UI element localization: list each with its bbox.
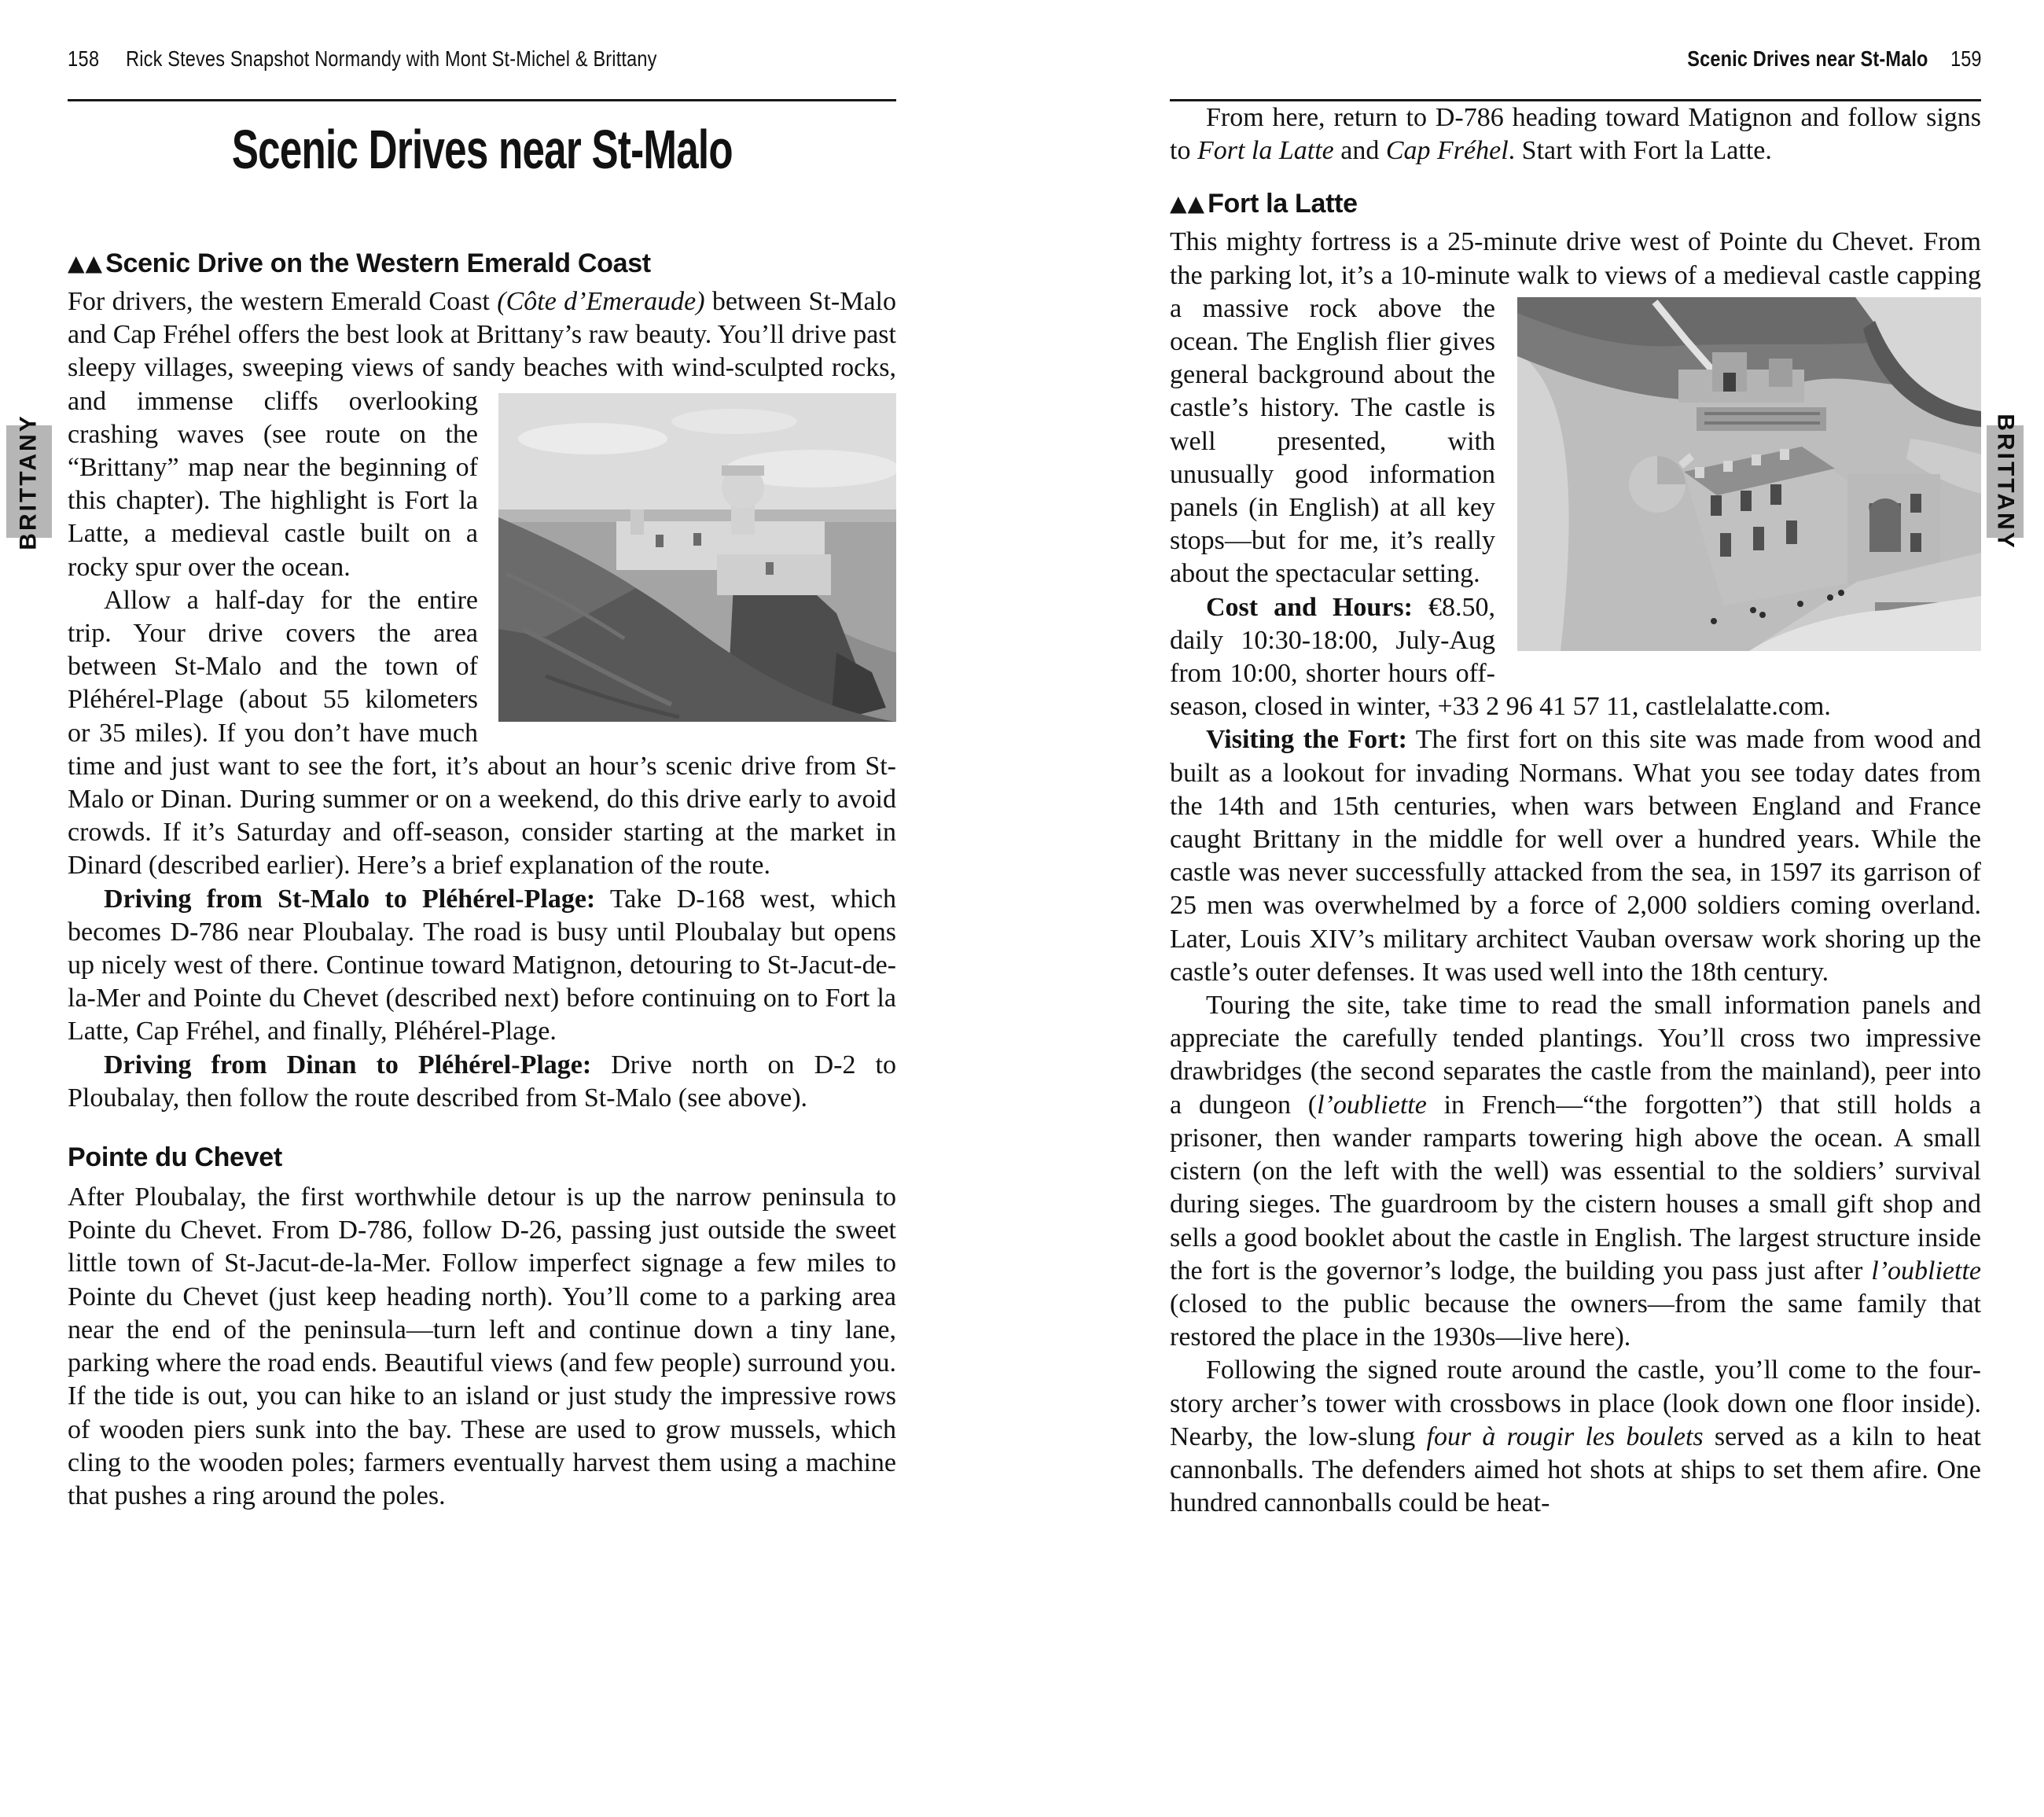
paragraph-bold-lead: Cost and Hours:	[1206, 592, 1413, 622]
paragraph-text: €8.50, daily 10:30-18:00, July-Aug from 10:00, shorter hours off-season, closed in winter, +33 2 96 41 57 11, castlelalatte.com.	[1170, 592, 1831, 722]
section-heading-pointe-du-chevet	[68, 1142, 896, 1173]
paragraph-text: Touring the site, take time to read the small information panels and appreciate the carefully tended plantings. You’ll cross two impressive drawbridges (the second separates the castle from the mainland), peer into a dungeon (	[1170, 991, 1981, 1120]
paragraph-text: The first fort on this site was made from wood and built as a lookout for invading Normans. What you see today dates from the 14th and 15th centuries, when wars between England and France caught Brittany in the middle for well over a hundred years. While the castle was never successfully attacked from the sea, in 1597 its garrison of 25 men was overwhelmed by a force of 2,000 soldiers coming overland. Later, Louis XIV’s military architect Vauban oversaw work shoring up the castle’s outer defenses. It was used well into the 18th century.	[1170, 725, 1981, 987]
paragraph-italic: Fort la Latte	[1197, 136, 1334, 166]
fort-la-latte-aerial-photo	[1517, 297, 1981, 651]
paragraph-text: served as a kiln to heat cannonballs. The defenders aimed hot shots at ships to set them afire. One hundred cannonballs could be heat-	[1170, 1422, 1982, 1518]
left-running-head	[68, 30, 896, 101]
book-title: Rick Steves Snapshot Normandy with Mont St-Michel & Brittany	[126, 46, 657, 71]
body-paragraph	[68, 1049, 896, 1115]
section-heading-fort-la-latte	[1170, 188, 1981, 219]
paragraph-text: Following the signed route around the castle, you’ll come to the four-story archer’s tower with crossbows in place (look down one floor inside). Nearby, the low-slung	[1170, 1355, 1981, 1451]
body-paragraph	[1170, 226, 1981, 590]
paragraph-italic: (Côte d’Emeraude)	[497, 287, 705, 316]
right-page	[1170, 30, 1981, 1520]
body-paragraph	[68, 1181, 896, 1513]
body-paragraph	[1170, 101, 1981, 167]
left-page	[68, 30, 896, 1513]
body-paragraph	[68, 285, 896, 584]
page-title: Scenic Drives near St-Malo	[231, 119, 733, 180]
paragraph-italic: Cap Fréhel	[1385, 136, 1509, 166]
section-heading-label: Fort la Latte	[1208, 189, 1358, 219]
paragraph-text: For drivers, the western Emerald Coast	[68, 287, 498, 316]
body-paragraph	[68, 883, 896, 1049]
right-running-head	[1170, 30, 1981, 101]
paragraph-italic: four à rougir les boulets	[1426, 1422, 1704, 1451]
page-number: 158	[68, 46, 100, 71]
paragraph-text: between St-Malo and Cap Fréhel offers the best look at Brittany’s raw beauty. You’ll drive past sleepy villages, sweeping views of sandy beach	[68, 287, 897, 383]
paragraph-text: After Ploubalay, the first worthwhile detour is up the narrow peninsula to Pointe du Chevet. From D-786, follow D-26, passing just outside the sweet little town of St-Jacut-de-la-Mer. Follow imperfect signage a few miles to Pointe du Chevet (just keep heading north). You’ll come to a parking area near the end of the peninsula—turn left and continue down a tiny lane, parking where the road ends. Beautiful views (and few people) surround you. If the tide is out, you can hike to an island or just study the impressive rows of wooden piers sunk into the bay. These are used to grow mussels, which cling to the wooden poles; farmers eventually harvest them using a machine that pushes a ring around the poles.	[68, 1183, 896, 1510]
paragraph-bold-lead: Driving from St-Malo to Pléhérel-Plage:	[104, 884, 596, 914]
body-paragraph	[1170, 723, 1981, 989]
paragraph-bold-lead: Visiting the Fort:	[1206, 725, 1407, 755]
brittany-tab-left	[6, 413, 52, 550]
page-number: 159	[1950, 46, 1981, 71]
emerald-coast-photo	[498, 393, 896, 722]
paragraph-text: in French—“the forgotten”) that still holds a prisoner, then wander ramparts towering high above the ocean. A small cistern (on the left with the well) was essential to the soldiers’ survival during sieges. The guardroom by the cistern houses a small gift shop and sells a good booklet about the castle in English. The largest structure inside the fort is the governor’s lodge, the building you pass just after	[1170, 1090, 1981, 1286]
body-paragraph	[1170, 989, 1981, 1354]
section-heading-western-emerald-coast	[68, 248, 896, 279]
paragraph-text: and	[1333, 136, 1386, 166]
section-heading-label: Pointe du Chevet	[68, 1142, 282, 1173]
paragraph-text: This mighty fortress is a 25-minute drive west of Pointe du Chevet. From the parking lot, it’s a 10-minute walk to views of a medieval	[1170, 227, 1981, 290]
running-head-title: Scenic Drives near St-Malo	[1686, 46, 1928, 71]
brittany-tab-label: BRITTANY	[1992, 413, 2019, 550]
paragraph-text: (closed to the public because the owners—from the same family that restored the place in the 1930s—live here).	[1170, 1289, 1981, 1352]
section-heading-label: Scenic Drive on the Western Emerald Coast	[105, 248, 651, 278]
paragraph-bold-lead: Driving from Dinan to Pléhérel-Plage:	[104, 1050, 592, 1080]
paragraph-text: es with wind-sculpted rocks, and immense cliffs overlooking crashing waves (see route on the “Brittany” map near the beginning of this chapter). The highlight is Fort la Latte, a medieval castle built on a rocky spur over the ocean.	[68, 353, 896, 582]
brittany-tab-label: BRITTANY	[16, 413, 42, 550]
paragraph-text: castle capping a massive rock above the ocean. The English flier gives general background about the castle’s history. The castle is well presented, with unusually good information panels (in English) at all key stops—but for me, it’s really about the spectacular setting.	[1170, 260, 1981, 589]
paragraph-italic: l’oubliette	[1871, 1256, 1981, 1286]
paragraph-text: Take D-168 west, which becomes D-786 near Ploubalay. The road is busy until Ploubalay but opens up nicely west of there. Continue toward Matignon, detouring to St-Jacut-de-la-Mer and Pointe du Chevet (described next) before continuing on to Fort la Latte, Cap Fréhel, and finally, Pléhérel-Plage.	[68, 884, 896, 1046]
body-paragraph	[1170, 1354, 1981, 1520]
paragraph-text: Drive north on D-2 to Ploubalay, then follow the route described from St-Malo (see above).	[68, 1050, 896, 1113]
paragraph-text: From here, return to D-786 heading toward Matignon and follow signs to	[1170, 103, 1981, 166]
rating-triangles-icon: ▲▲	[1170, 190, 1206, 217]
rating-triangles-icon: ▲▲	[68, 250, 104, 276]
paragraph-text: Allow a half-day for the entire trip. Your drive covers the area between St-Malo and the town of Pléhérel-Plage (about 55 kilometers or 35 miles). If you don’t have much time and just want to see the fort, it’s about an hour’s scenic drive from St-Malo or Dinan. During summer or on a weekend, do this drive early to avoid crowds. If it’s Saturday and off-season, consider starting at the market in Dinard (described earlier). Here’s a brief explanation of the route.	[68, 585, 896, 881]
paragraph-italic: l’oubliette	[1317, 1090, 1427, 1120]
brittany-tab-right	[1987, 413, 2024, 550]
paragraph-text: . Start with Fort la Latte.	[1508, 136, 1772, 166]
